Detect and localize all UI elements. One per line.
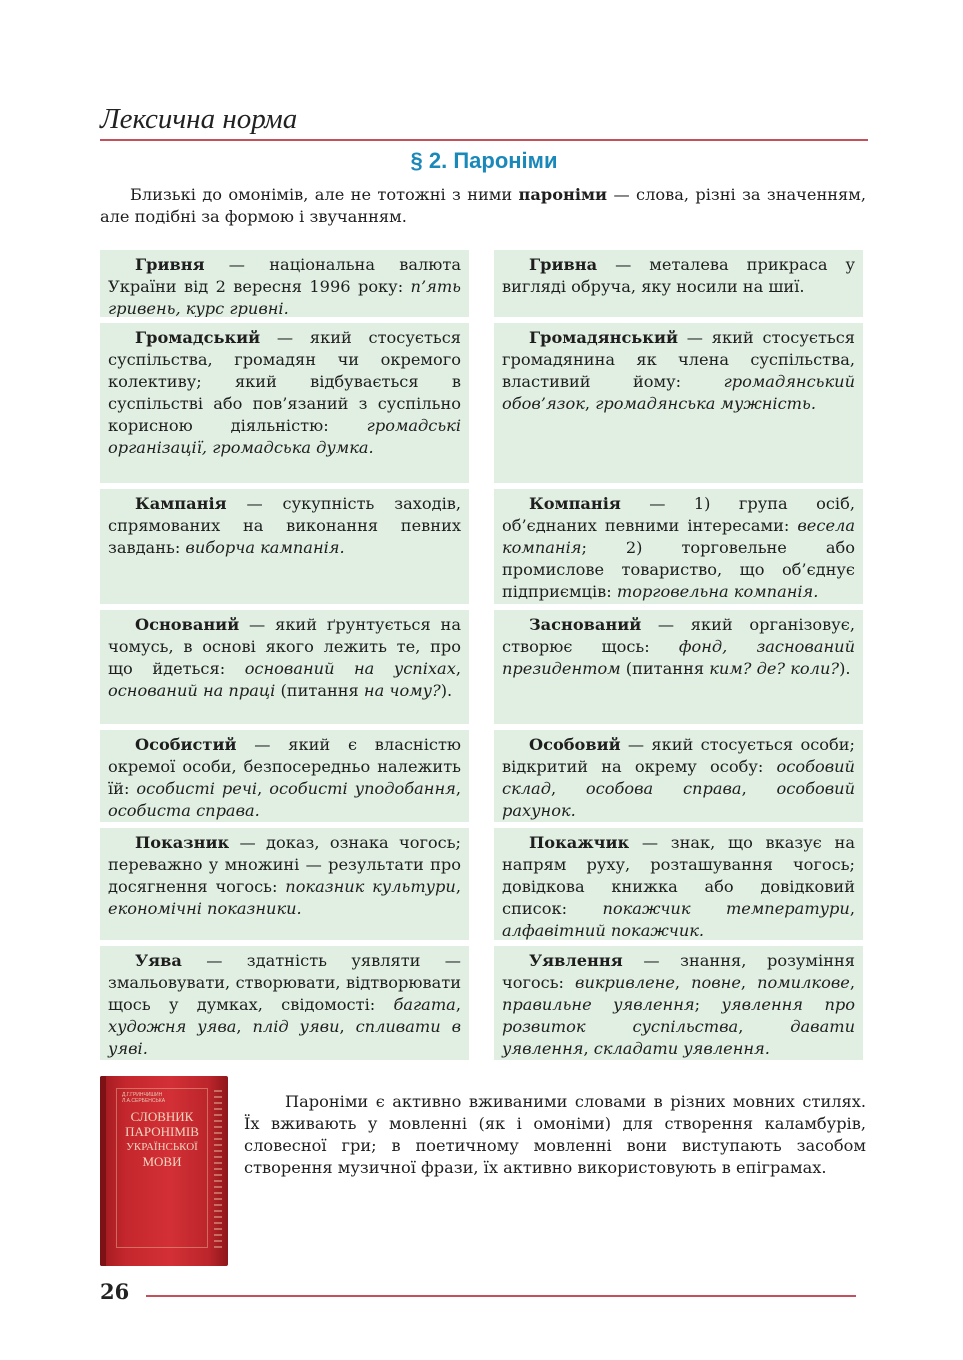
- paronym-cell-left: [100, 323, 469, 483]
- book-title-line: СЛОВНИК: [130, 1109, 194, 1124]
- definition-text: (питання: [275, 681, 364, 700]
- book-title-line: МОВИ: [142, 1154, 182, 1169]
- definition-text: ,: [583, 1039, 594, 1058]
- paronym-term: Уява: [135, 951, 182, 970]
- definition-text: ,: [455, 877, 462, 896]
- definition-text: ).: [839, 659, 851, 678]
- paronym-row: [100, 250, 863, 317]
- paronym-cell-left: [100, 946, 469, 1060]
- definition-text: ,: [740, 973, 758, 992]
- usage-example: художня уява: [108, 1017, 237, 1036]
- intro-text-before: Близькі до омонімів, але не тотожні з ними: [130, 185, 519, 204]
- definition-text: — який організовує, створює щось:: [502, 615, 855, 656]
- footer-rule: [146, 1295, 856, 1297]
- paronym-cell-left: [100, 730, 469, 822]
- header-rule: [100, 139, 868, 141]
- paronym-cell-left: [100, 489, 469, 604]
- paronym-cell-right: [494, 946, 863, 1060]
- definition-text: ,: [849, 899, 855, 918]
- running-header: Лексична норма: [100, 103, 298, 135]
- paronyms-table: [100, 250, 863, 1066]
- book-spine: [100, 1076, 106, 1266]
- paronym-term: Компанія: [529, 494, 621, 513]
- definition-text: — 1) група осіб, об’єднаних певними інтересами:: [502, 494, 855, 535]
- paronym-cell-left: [100, 250, 469, 317]
- paronym-term: Гривня: [135, 255, 205, 274]
- usage-example: плід уяви: [252, 1017, 340, 1036]
- definition-text: ,: [584, 394, 596, 413]
- paronym-cell-right: [494, 250, 863, 317]
- usage-example: уявлення про розвиток суспільства: [502, 995, 855, 1036]
- usage-example: громадянська мужність.: [595, 394, 816, 413]
- paronym-row: [100, 946, 863, 1060]
- usage-example: фонд, заснований президентом: [502, 637, 855, 678]
- definition-text: ,: [257, 779, 270, 798]
- paronym-term: Заснований: [529, 615, 642, 634]
- definition-text: ,: [455, 995, 461, 1014]
- usage-example: повне: [691, 973, 741, 992]
- usage-example: складати уявлення.: [593, 1039, 770, 1058]
- usage-example: покажчик температури: [602, 899, 850, 918]
- intro-text-after: — слова, різні за значенням, але подібні за формою і звучанням.: [100, 185, 866, 226]
- usage-example: виборча кампанія.: [185, 538, 345, 557]
- definition-text: ;: [694, 995, 722, 1014]
- definition-text: — національна валюта України від 2 вересня 1996 року:: [108, 255, 461, 296]
- usage-example: особовий рахунок.: [502, 779, 856, 820]
- paronym-term: Оснований: [135, 615, 240, 634]
- intro-term: пароніми: [518, 185, 608, 204]
- book-side-lettering: [214, 1090, 222, 1250]
- usage-example: викривлене: [575, 973, 675, 992]
- definition-text: — доказ, ознака чогось; переважно у множині — результати про досягнення чогось:: [108, 833, 461, 896]
- usage-example: громадські організації, громадська думка.: [108, 416, 461, 457]
- usage-example: особиста справа.: [108, 801, 260, 820]
- definition-text: ,: [455, 659, 461, 678]
- usage-example: на чому?: [363, 681, 441, 700]
- paronym-cell-left: [100, 610, 469, 724]
- definition-text: — який стосується громадянина як члена суспільства, властивий йому:: [502, 328, 855, 391]
- usage-example: п’ять гривень, курс гривні.: [108, 277, 461, 317]
- paronym-cell-right: [494, 730, 863, 822]
- paronym-row: [100, 730, 863, 822]
- usage-example: особисті речі: [136, 779, 258, 798]
- usage-example: алфавітний покажчик.: [502, 921, 705, 940]
- usage-example: давати уявлення: [502, 1017, 855, 1058]
- usage-example: показник культури: [285, 877, 456, 896]
- definition-text: — металева прикраса у вигляді обруча, яку носили на шиї.: [502, 255, 855, 296]
- dictionary-book-image: [100, 1076, 228, 1266]
- usage-example: багата: [393, 995, 456, 1014]
- paronym-term: Показник: [135, 833, 230, 852]
- paronym-term: Кампанія: [135, 494, 227, 513]
- usage-example: торговельна компанія.: [616, 582, 819, 601]
- definition-text: (питання: [620, 659, 710, 678]
- definition-text: ,: [674, 973, 692, 992]
- section-title: § 2. Пароніми: [410, 148, 558, 173]
- definition-text: ; 2) торговельне або промислове товариство, що об’єднує підприємців:: [502, 538, 855, 601]
- usage-example: особисті уподобання: [269, 779, 456, 798]
- definition-text: — знак, що вказує на напрям руху, розташування чогось; довідкова книжка або довідковий список:: [502, 833, 855, 918]
- closing-paragraph: Пароніми є активно вживаними словами в різних мовних стилях. Їх вживають у мовленні (як і омоніми) для створення каламбурів, словесної гри; в поетичному мовленні вони виступають засобом створення музичної фрази, їх активно використовують в епіграмах.: [244, 1092, 866, 1177]
- definition-text: — здатність уявляти — змальовувати, створювати, відтворювати щось у думках, свідомості:: [108, 951, 461, 1014]
- page-number: 26: [100, 1279, 130, 1304]
- definition-text: ,: [455, 779, 461, 798]
- usage-example: економічні показники.: [108, 899, 302, 918]
- definition-text: ,: [236, 1017, 253, 1036]
- usage-example: помилкове: [757, 973, 850, 992]
- definition-text: ,: [741, 779, 777, 798]
- definition-text: ,: [849, 973, 855, 992]
- book-author-line: Д.Г.ГРИНЧИШИН Л.А.СЕРБЕНСЬКА: [122, 1092, 166, 1104]
- usage-example: оснований на успіхах: [244, 659, 456, 678]
- paronym-term: Громадський: [135, 328, 261, 347]
- paronym-row: [100, 828, 863, 940]
- paronym-term: Гривна: [529, 255, 598, 274]
- paronym-term: Покажчик: [529, 833, 630, 852]
- paronym-term: Особистий: [135, 735, 237, 754]
- definition-text: — який стосується суспільства, громадян чи окремого колективу; який відбувається в суспільстві або пов’язаний з суспільно корисною діяльністю:: [108, 328, 461, 435]
- paronym-cell-left: [100, 828, 469, 940]
- usage-example: весела компанія: [502, 516, 855, 557]
- definition-text: — знання, розуміння чогось:: [502, 951, 855, 992]
- usage-example: особовий склад: [502, 757, 855, 798]
- definition-text: — який стосується особи; відкритий на окрему особу:: [502, 735, 855, 776]
- definition-text: — сукупність заходів, спрямованих на виконання певних завдань:: [108, 494, 461, 557]
- book-title-line: ПАРОНІМІВ: [125, 1124, 199, 1139]
- paronym-row: [100, 323, 863, 483]
- usage-example: оснований на праці: [108, 681, 276, 700]
- definition-text: ,: [738, 1017, 791, 1036]
- usage-example: спливати в уяві.: [108, 1017, 461, 1058]
- paronym-row: [100, 610, 863, 724]
- paronym-term: Громадянський: [529, 328, 678, 347]
- paronym-cell-right: [494, 610, 863, 724]
- paronym-term: Уявлення: [529, 951, 623, 970]
- paronym-term: Особовий: [529, 735, 621, 754]
- definition-text: ,: [550, 779, 586, 798]
- usage-example: громадянський обов’язок: [502, 372, 855, 413]
- definition-text: — який ґрунтується на чомусь, в основі якого лежить те, про що йдеться:: [108, 615, 461, 678]
- paronym-row: [100, 489, 863, 604]
- paronym-cell-right: [494, 323, 863, 483]
- definition-text: ).: [440, 681, 453, 700]
- book-title-line: УКРАЇНСЬКОЇ: [126, 1141, 198, 1153]
- definition-text: ,: [339, 1017, 356, 1036]
- paronym-cell-right: [494, 828, 863, 940]
- usage-example: ким? де? коли?: [709, 659, 840, 678]
- usage-example: особова справа: [585, 779, 742, 798]
- definition-text: — який є власністю окремої особи, безпосередньо належить їй:: [108, 735, 461, 798]
- paronym-cell-right: [494, 489, 863, 604]
- usage-example: правильне уявлення: [502, 995, 695, 1014]
- intro-paragraph: [100, 184, 866, 228]
